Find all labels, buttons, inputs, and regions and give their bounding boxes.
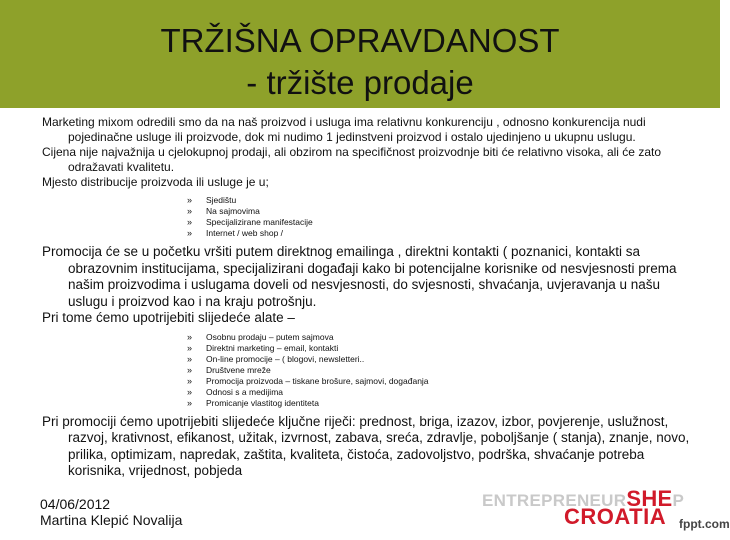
paragraph-marketing-mix: Marketing mixom odredili smo da na naš proizvod i usluga ima relativnu konkurenciju , odnosno konkurencija nudi pojedinačne usluge ili proizvode, dok mi nudimo 1 jedinstveni proizvod i ostalo ujedinjeno u ukupnu uslugu. <box>42 115 646 144</box>
paragraph-promotion: Promocija će se u početku vršiti putem direktnog emailinga , direktni kontakti ( poznanici, kontakti sa obrazovnim institucijama, specijalizirani događaji kako bi potencijalne korisnike od nesvjesnosti prema našim proizvodima i uslugama doveli od nesvjesnosti, do svjesnosti, shvaćanja, uvjeravanja u našu uslugu i proizvod kao i na kraju potrošnju. <box>42 244 677 309</box>
list-item-text: Promicanje vlastitog identiteta <box>206 397 319 408</box>
bullet-mark: » <box>187 375 193 386</box>
list-item <box>42 376 702 387</box>
list-item <box>42 332 702 343</box>
list-item <box>42 398 702 409</box>
paragraph-tools: Pri tome ćemo upotrijebiti slijedeće alate – <box>42 310 295 325</box>
list-item-text: Osobnu prodaju – putem sajmova <box>206 331 334 342</box>
bullet-mark: » <box>187 228 193 238</box>
bullet-mark: » <box>187 353 193 364</box>
site-watermark: fppt.com <box>679 517 730 531</box>
list-item <box>42 354 702 365</box>
footer-author: Martina Klepić Novalija <box>40 512 183 528</box>
bullet-mark: » <box>187 386 193 397</box>
logo-text-p: P <box>672 491 685 510</box>
list-item-text: Društvene mreže <box>206 364 271 375</box>
list-item-text: Na sajmovima <box>206 206 260 216</box>
list-item-text: Internet / web shop / <box>206 228 284 238</box>
paragraph-distribution: Mjesto distribucije proizvoda ili usluge je u; <box>42 175 269 189</box>
distribution-list <box>42 195 702 239</box>
bullet-mark: » <box>187 217 193 227</box>
paragraph-keywords: Pri promociji ćemo upotrijebiti slijedeće ključne riječi: prednost, briga, izazov, izbor, povjerenje, uslužnost, razvoj, krativnost, efikanost, užitak, izvrnost, zabava, sreća, zdravlje, poboljšanje ( stanja), znanje, novo, prilika, optimizam, napredak, zaštita, kvaliteta, čistoća, zadovoljstvo, podrška, shvaćanje potreba korisnika, vrijednost, pobjeda <box>42 413 690 478</box>
title-line-2: - tržište prodaje <box>246 64 474 101</box>
bullet-mark: » <box>187 397 193 408</box>
list-item <box>42 206 702 217</box>
logo-text-she: SHE <box>626 486 673 511</box>
bullet-mark: » <box>187 331 193 342</box>
tools-list <box>42 332 702 409</box>
list-item <box>42 217 702 228</box>
bullet-mark: » <box>187 195 193 205</box>
list-item <box>42 387 702 398</box>
paragraph-price: Cijena nije najvažnija u cjelokupnoj prodaji, ali obzirom na specifičnost proizvodnje biti će relativno visoka, ali će zato odražavati kvalitetu. <box>42 145 661 174</box>
title-line-1: TRŽIŠNA OPRAVDANOST <box>160 22 560 59</box>
logo-text-entrepreneur: ENTREPRENEUR <box>482 491 627 510</box>
logo-text-croatia: CROATIA <box>564 504 667 529</box>
list-item <box>42 343 702 354</box>
list-item-text: Odnosi s a medijima <box>206 386 284 397</box>
list-item-text: On-line promocije – ( blogovi, newsletteri.. <box>206 353 365 364</box>
list-item-text: Promocija proizvoda – tiskane brošure, sajmovi, događanja <box>206 375 429 386</box>
list-item-text: Sjedištu <box>206 195 237 205</box>
slide-body <box>42 115 702 480</box>
list-item <box>42 228 702 239</box>
footer-date: 04/06/2012 <box>40 496 111 512</box>
list-item-text: Specijalizirane manifestacije <box>206 217 313 227</box>
list-item <box>42 195 702 206</box>
list-item-text: Direktni marketing – email, kontakti <box>206 342 339 353</box>
entrepreneurship-croatia-logo <box>482 486 685 532</box>
bullet-mark: » <box>187 364 193 375</box>
bullet-mark: » <box>187 342 193 353</box>
list-item <box>42 365 702 376</box>
bullet-mark: » <box>187 206 193 216</box>
slide-title <box>40 0 680 108</box>
